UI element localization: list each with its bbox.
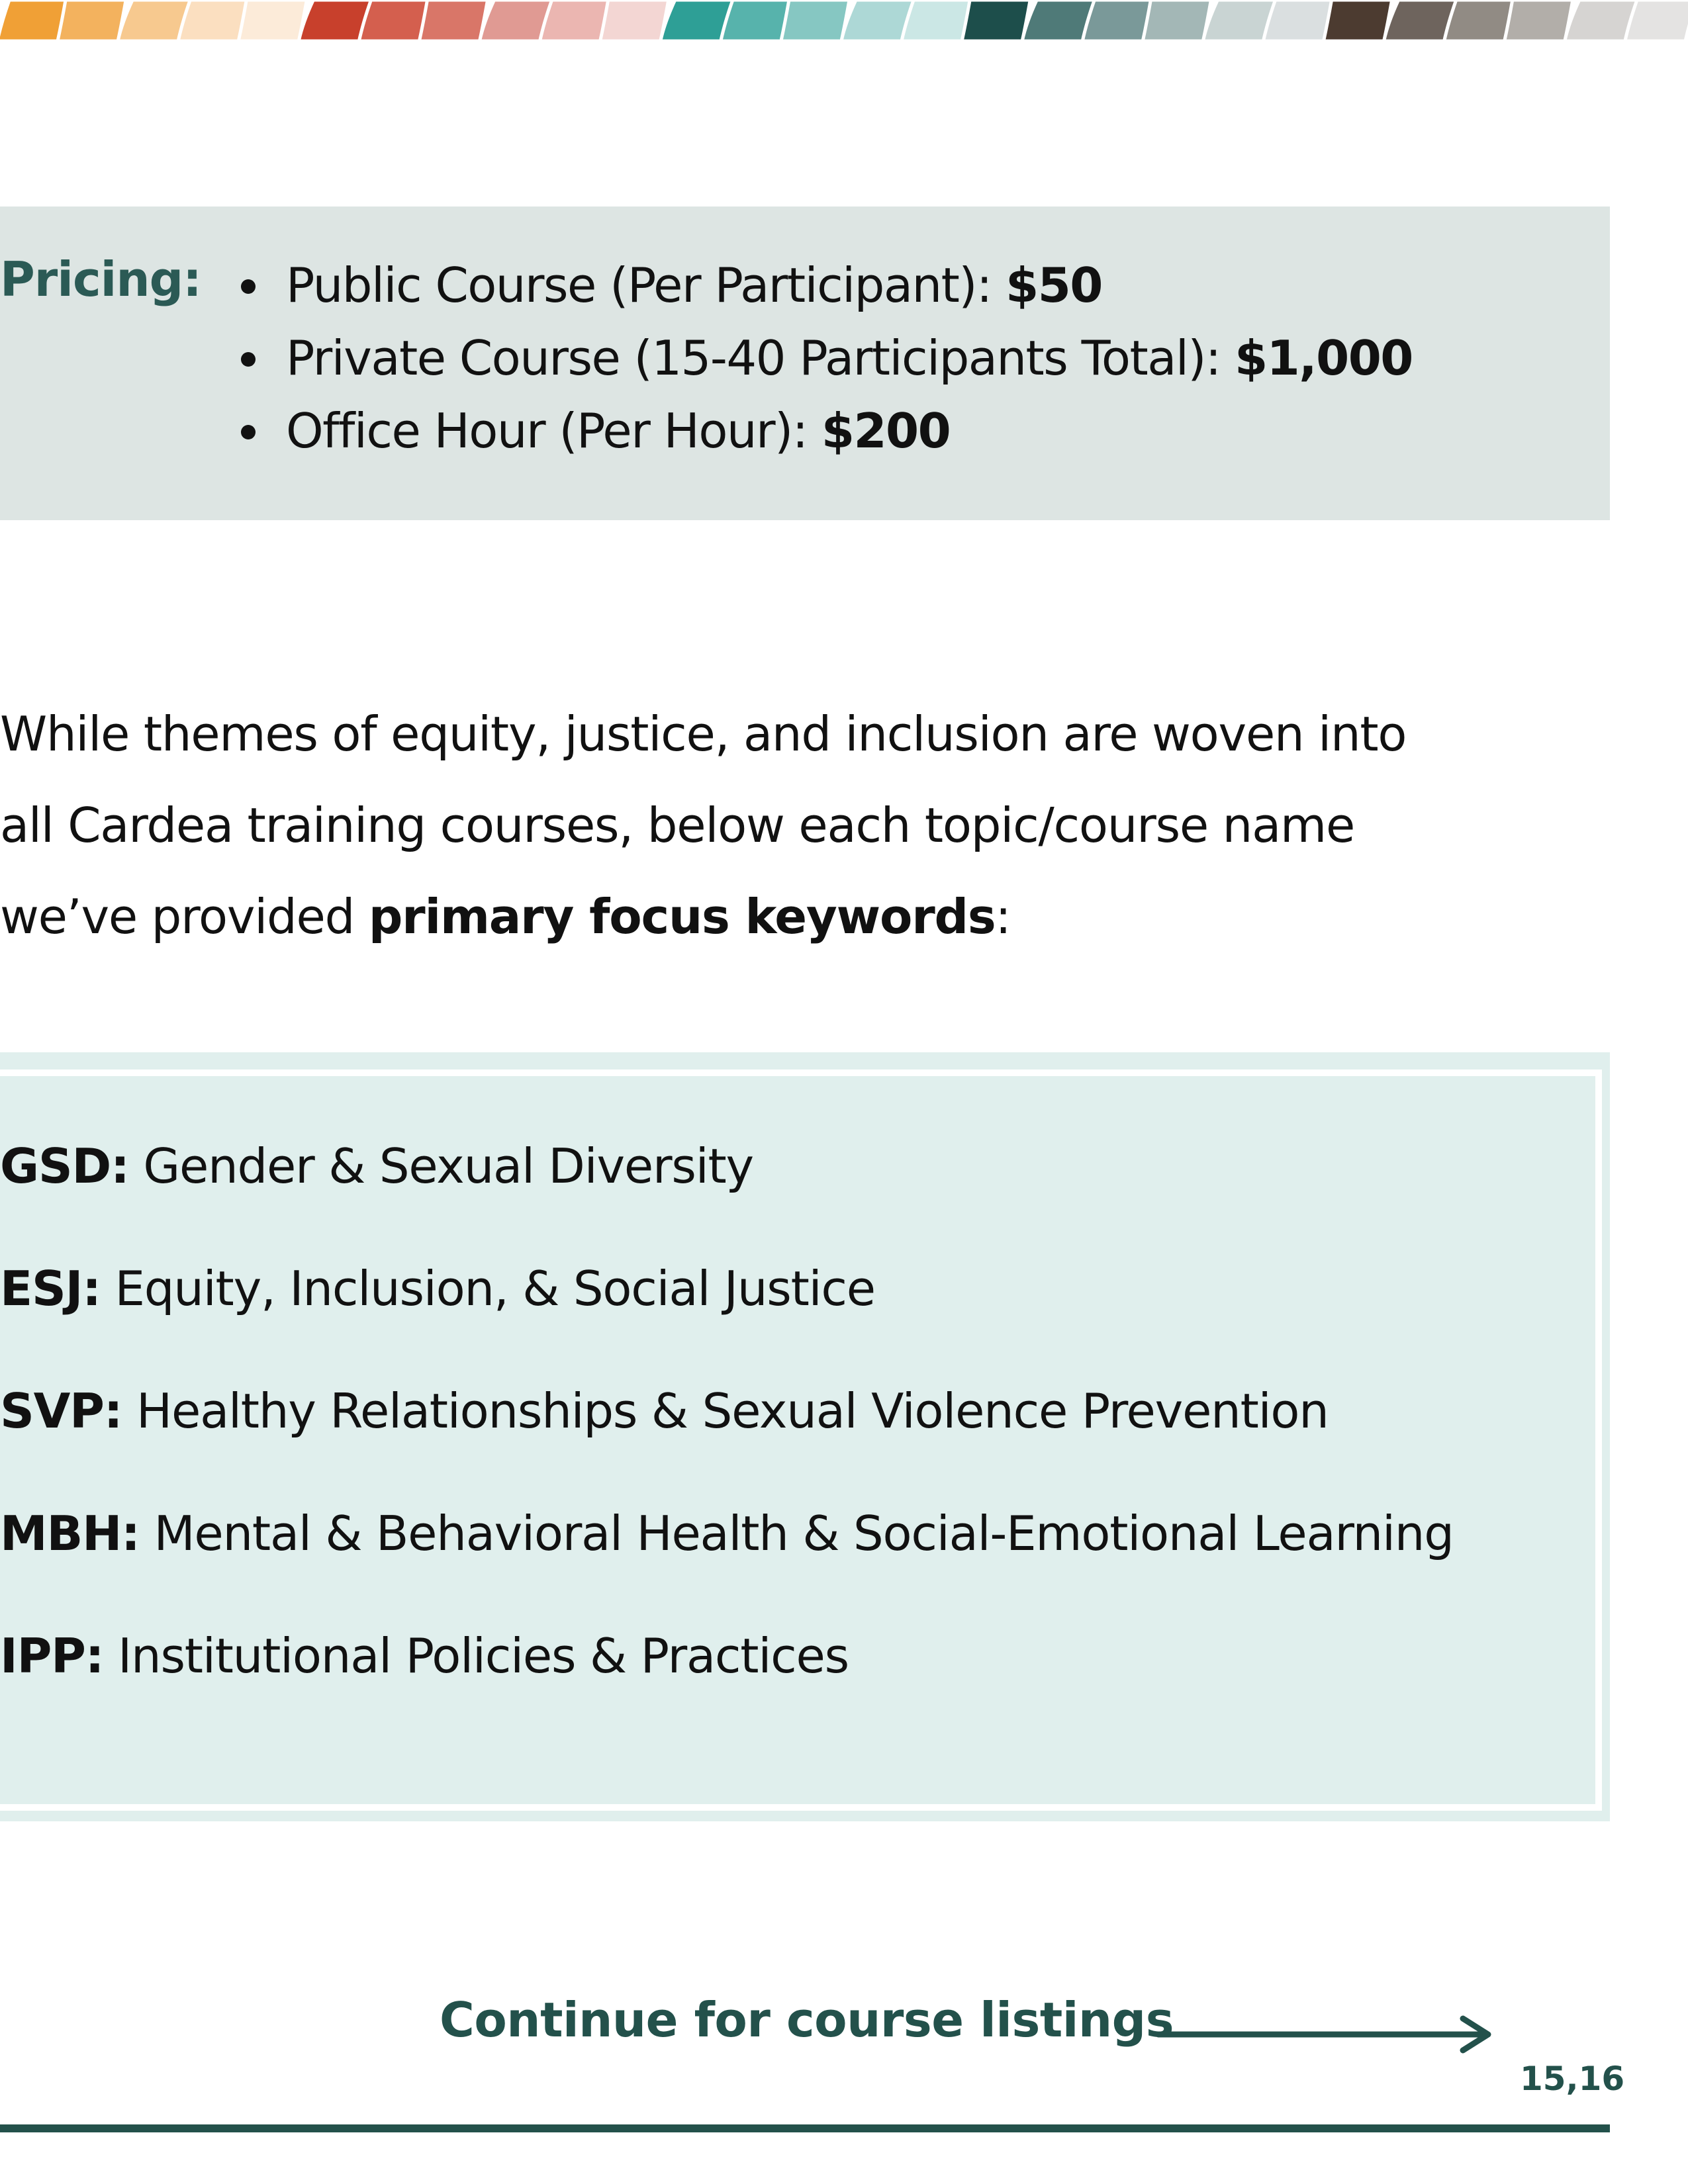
- color-band-segment: [781, 0, 849, 41]
- keyword-description: Mental & Behavioral Health & Social-Emotional Learning: [139, 1506, 1454, 1561]
- intro-paragraph: [0, 688, 1523, 962]
- intro-text: we’ve provided: [0, 889, 369, 944]
- intro-line: [0, 871, 1523, 962]
- keyword-code: ESJ:: [0, 1261, 101, 1316]
- keyword-svp: [0, 1378, 1454, 1500]
- pricing-label: Pricing:: [0, 251, 201, 307]
- pricing-item-label: Office Hour (Per Hour):: [286, 403, 821, 459]
- bullet-icon: [241, 425, 256, 439]
- pricing-list: [229, 249, 1413, 467]
- color-band-segment: [1324, 0, 1392, 41]
- continue-link[interactable]: Continue for course listings: [440, 1992, 1174, 2048]
- color-band-segment: [600, 0, 669, 41]
- keywords-panel: [0, 1052, 1610, 1821]
- color-band-segment: [420, 0, 488, 41]
- keyword-mbh: [0, 1500, 1454, 1623]
- bullet-icon: [241, 279, 256, 294]
- pricing-item-private: [229, 322, 1413, 394]
- intro-line: all Cardea training courses, below each topic/course name: [0, 797, 1355, 853]
- color-band-segment: [1505, 0, 1573, 41]
- bullet-icon: [241, 352, 256, 367]
- keywords-list: [0, 1133, 1454, 1745]
- pricing-item-public: [229, 249, 1413, 322]
- intro-line: While themes of equity, justice, and inclusion are woven into: [0, 706, 1407, 762]
- pricing-item-price: $200: [821, 403, 951, 459]
- pricing-panel: [0, 206, 1610, 520]
- pricing-item-price: $50: [1006, 257, 1102, 313]
- keyword-esj: [0, 1255, 1454, 1378]
- intro-text: :: [995, 889, 1011, 944]
- keyword-code: SVP:: [0, 1383, 122, 1439]
- intro-emphasis: primary focus keywords: [368, 889, 996, 944]
- arrow-right-icon[interactable]: [1157, 2015, 1495, 2054]
- keyword-code: GSD:: [0, 1138, 129, 1194]
- decorative-color-band: [0, 0, 1688, 41]
- pricing-item-label: Public Course (Per Participant):: [286, 257, 1006, 313]
- keyword-description: Equity, Inclusion, & Social Justice: [100, 1261, 875, 1316]
- keyword-code: IPP:: [0, 1628, 104, 1684]
- pricing-item-office-hour: [229, 394, 1413, 467]
- keyword-ipp: [0, 1623, 1454, 1745]
- page-number: 15,16: [1520, 2060, 1625, 2098]
- footer-divider: [0, 2124, 1610, 2132]
- keyword-gsd: [0, 1133, 1454, 1255]
- keyword-description: Institutional Policies & Practices: [103, 1628, 849, 1684]
- color-band-segment: [238, 0, 306, 41]
- color-band-segment: [1625, 0, 1688, 41]
- keyword-description: Gender & Sexual Diversity: [128, 1138, 753, 1194]
- keyword-description: Healthy Relationships & Sexual Violence Prevention: [122, 1383, 1329, 1439]
- keyword-code: MBH:: [0, 1506, 140, 1561]
- pricing-item-label: Private Course (15-40 Participants Total):: [286, 330, 1235, 386]
- pricing-item-price: $1,000: [1235, 330, 1413, 386]
- color-band-segment: [962, 0, 1030, 41]
- color-band-segment: [1143, 0, 1211, 41]
- color-band-segment: [58, 0, 126, 41]
